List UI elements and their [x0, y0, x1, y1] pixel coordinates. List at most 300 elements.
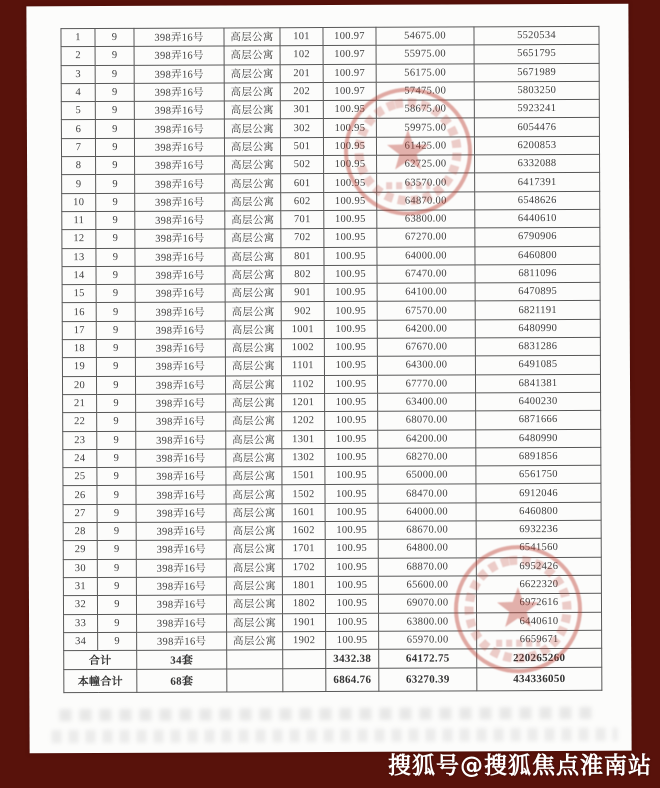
table-cell: 64200.00	[378, 429, 476, 448]
table-row	[62, 228, 600, 249]
table-row	[63, 484, 601, 505]
table-cell: 100.95	[325, 540, 378, 559]
table-row	[62, 264, 600, 285]
table-cell: 100.95	[324, 174, 377, 193]
table-cell: 100.95	[324, 357, 377, 376]
summary-units-cell: 34套	[137, 650, 227, 669]
table-cell: 6622320	[476, 575, 601, 594]
table-cell: 6871666	[476, 411, 601, 430]
table-cell: 100.95	[325, 521, 378, 540]
table-cell: 398弄16号	[135, 284, 225, 303]
table-row	[61, 81, 599, 102]
table-cell: 21	[63, 394, 97, 412]
table-cell: 100.95	[325, 594, 378, 613]
table-cell: 398弄16号	[135, 248, 225, 267]
table-cell: 67570.00	[377, 301, 475, 320]
table-cell: 高层公寓	[225, 320, 281, 339]
table-cell: 30	[63, 559, 97, 577]
table-cell: 398弄16号	[137, 632, 227, 651]
table-cell: 6440610	[477, 612, 602, 631]
table-cell: 6548626	[475, 191, 600, 210]
table-cell: 高层公寓	[227, 613, 283, 632]
table-cell: 9	[97, 504, 136, 522]
table-row	[63, 520, 601, 541]
table-row	[63, 392, 601, 413]
table-cell: 高层公寓	[225, 229, 281, 248]
table-cell: 63400.00	[378, 393, 476, 412]
table-cell: 57475.00	[376, 82, 474, 101]
table-cell: 19	[62, 358, 96, 376]
table-cell: 9	[96, 339, 135, 357]
table-cell: 9	[97, 596, 136, 614]
summary-label-cell: 本幢合计	[64, 669, 137, 692]
table-cell: 1001	[281, 320, 324, 338]
document-page	[26, 4, 631, 754]
table-row	[63, 575, 601, 596]
table-cell: 202	[280, 82, 323, 100]
table-row	[62, 319, 600, 340]
summary-units-cell: 68套	[137, 669, 227, 692]
table-cell: 9	[95, 47, 134, 65]
table-cell: 54675.00	[376, 27, 474, 46]
table-cell: 9	[95, 28, 134, 46]
table-cell: 398弄16号	[135, 357, 225, 376]
table-cell: 6054476	[474, 118, 599, 137]
table-cell: 高层公寓	[224, 83, 280, 102]
table-cell: 65600.00	[378, 576, 476, 595]
table-cell: 701	[281, 210, 324, 228]
table-cell: 29	[63, 541, 97, 559]
table-cell: 15	[62, 285, 96, 303]
table-row	[63, 594, 601, 615]
table-cell: 6561750	[476, 465, 601, 484]
table-row	[61, 100, 599, 121]
table-cell: 398弄16号	[136, 595, 226, 614]
table-cell: 6841381	[475, 374, 600, 393]
table-cell: 高层公寓	[226, 449, 282, 468]
table-cell: 26	[63, 486, 97, 504]
table-cell: 高层公寓	[226, 558, 282, 577]
table-row	[62, 191, 600, 212]
summary-row	[64, 667, 602, 692]
table-cell: 20	[62, 376, 96, 394]
summary-empty-cell	[283, 669, 326, 692]
table-cell: 100.97	[323, 82, 376, 101]
table-cell: 高层公寓	[225, 302, 281, 321]
summary-total-cell: 434336050	[477, 667, 602, 691]
table-row	[61, 26, 599, 47]
table-cell: 10	[62, 193, 96, 211]
table-cell: 398弄16号	[137, 613, 227, 632]
table-cell: 398弄16号	[136, 522, 226, 541]
table-cell: 59975.00	[376, 118, 474, 137]
table-cell: 68670.00	[378, 521, 476, 540]
table-cell: 301	[280, 101, 323, 119]
table-cell: 398弄16号	[135, 376, 225, 395]
table-cell: 801	[281, 247, 324, 265]
table-cell: 6	[61, 120, 95, 138]
table-cell: 9	[97, 394, 136, 412]
table-cell: 100.95	[324, 338, 377, 357]
summary-row	[64, 648, 602, 669]
summary-label-cell: 合计	[64, 650, 137, 669]
table-cell: 高层公寓	[225, 247, 281, 266]
table-row	[63, 447, 601, 468]
table-cell: 高层公寓	[226, 503, 282, 522]
table-cell: 1301	[282, 430, 325, 448]
table-cell: 1901	[283, 613, 326, 631]
table-cell: 6912046	[476, 484, 601, 503]
table-cell: 6891856	[476, 447, 601, 466]
table-cell: 6480990	[475, 319, 600, 338]
table-cell: 6811096	[475, 264, 600, 283]
table-cell: 6972616	[476, 594, 601, 613]
table-cell: 9	[96, 193, 135, 211]
table-cell: 高层公寓	[225, 339, 281, 358]
table-cell: 6480990	[476, 429, 601, 448]
summary-empty-cell	[227, 650, 283, 669]
table-cell: 201	[280, 64, 323, 82]
table-cell: 398弄16号	[136, 412, 226, 431]
table-cell: 9	[96, 285, 135, 303]
table-cell: 9	[97, 522, 136, 540]
table-cell: 6821191	[475, 301, 600, 320]
table-cell: 398弄16号	[136, 467, 226, 486]
table-cell: 100.97	[323, 46, 376, 65]
table-cell: 398弄16号	[135, 339, 225, 358]
table-cell: 9	[96, 230, 135, 248]
table-cell: 24	[63, 449, 97, 467]
table-cell: 398弄16号	[135, 229, 225, 248]
table-cell: 100.95	[324, 283, 377, 302]
table-cell: 61425.00	[376, 137, 474, 156]
table-cell: 100.95	[323, 137, 376, 156]
table-cell: 1202	[282, 412, 325, 430]
table-cell: 1502	[282, 485, 325, 503]
table-cell: 100.97	[323, 64, 376, 83]
table-cell: 9	[97, 467, 136, 485]
table-cell: 100.95	[324, 247, 377, 266]
table-cell: 398弄16号	[134, 46, 224, 65]
table-cell: 9	[96, 358, 135, 376]
table-row	[61, 45, 599, 66]
table-cell: 1801	[282, 576, 325, 594]
table-cell: 6200853	[474, 136, 599, 155]
table-cell: 100.95	[325, 448, 378, 467]
table-cell: 65000.00	[378, 466, 476, 485]
table-cell: 1102	[281, 375, 324, 393]
table-cell: 25	[63, 468, 97, 486]
table-cell: 502	[281, 156, 324, 174]
table-cell: 802	[281, 265, 324, 283]
table-cell: 68270.00	[378, 448, 476, 467]
table-row	[63, 557, 601, 578]
table-cell: 102	[280, 46, 323, 64]
table-cell: 13	[62, 248, 96, 266]
table-cell: 6831286	[475, 337, 600, 356]
table-cell: 63800.00	[379, 612, 477, 631]
table-cell: 9	[97, 559, 136, 577]
table-cell: 9	[95, 138, 134, 156]
summary-empty-cell	[283, 650, 326, 669]
table-cell: 1	[61, 29, 95, 47]
table-cell: 5671989	[474, 63, 599, 82]
table-cell: 9	[97, 541, 136, 559]
table-cell: 398弄16号	[134, 119, 224, 138]
table-cell: 702	[281, 229, 324, 247]
table-cell: 9	[97, 449, 136, 467]
table-cell: 5520534	[474, 26, 599, 45]
table-cell: 高层公寓	[224, 46, 280, 65]
table-cell: 16	[62, 303, 96, 321]
table-cell: 27	[63, 504, 97, 522]
table-row	[62, 246, 600, 267]
table-cell: 3	[61, 65, 95, 83]
table-cell: 67270.00	[377, 228, 475, 247]
table-cell: 9	[97, 577, 136, 595]
table-cell: 6440610	[475, 209, 600, 228]
table-cell: 高层公寓	[226, 577, 282, 596]
table-cell: 100.95	[326, 631, 379, 650]
table-cell: 高层公寓	[224, 101, 280, 120]
table-row	[62, 337, 600, 358]
table-cell: 398弄16号	[134, 28, 224, 47]
table-cell: 302	[280, 119, 323, 137]
table-cell: 1501	[282, 467, 325, 485]
table-cell: 100.95	[325, 558, 378, 577]
table-cell: 9	[95, 120, 134, 138]
table-cell: 398弄16号	[136, 577, 226, 596]
summary-empty-cell	[227, 669, 283, 692]
table-row	[61, 63, 599, 84]
table-cell: 高层公寓	[227, 632, 283, 651]
table-cell: 高层公寓	[225, 284, 281, 303]
table-cell: 601	[281, 174, 324, 192]
table-cell: 63570.00	[377, 173, 475, 192]
table-cell: 9	[97, 486, 136, 504]
table-cell: 398弄16号	[134, 83, 224, 102]
table-cell: 1601	[282, 503, 325, 521]
table-row	[64, 612, 602, 633]
table-cell: 1302	[282, 448, 325, 466]
table-cell: 5923241	[474, 100, 599, 119]
table-cell: 398弄16号	[136, 559, 226, 578]
table-cell: 100.95	[324, 375, 377, 394]
table-cell: 6460800	[475, 246, 600, 265]
table-cell: 56175.00	[376, 63, 474, 82]
table-cell: 9	[96, 156, 135, 174]
table-row	[62, 301, 600, 322]
table-cell: 6932236	[476, 520, 601, 539]
table-cell: 65970.00	[379, 631, 477, 650]
table-cell: 100.95	[325, 393, 378, 412]
table-cell: 100.95	[324, 302, 377, 321]
table-cell: 1902	[283, 631, 326, 649]
table-cell: 398弄16号	[136, 430, 226, 449]
table-row	[63, 429, 601, 450]
table-cell: 9	[96, 376, 135, 394]
table-row	[64, 630, 602, 651]
table-cell: 9	[95, 65, 134, 83]
table-cell: 398弄16号	[136, 449, 226, 468]
table-cell: 高层公寓	[224, 28, 280, 47]
table-cell: 6470895	[475, 282, 600, 301]
table-cell: 100.95	[324, 265, 377, 284]
table-cell: 6541560	[476, 539, 601, 558]
table-cell: 9	[97, 413, 136, 431]
table-cell: 6400230	[476, 392, 601, 411]
table-cell: 602	[281, 192, 324, 210]
table-cell: 100.97	[323, 27, 376, 46]
table-cell: 高层公寓	[225, 266, 281, 285]
table-cell: 31	[63, 577, 97, 595]
table-cell: 398弄16号	[135, 321, 225, 340]
summary-area-cell: 3432.38	[326, 649, 379, 668]
table-cell: 68870.00	[378, 557, 476, 576]
table-cell: 高层公寓	[224, 119, 280, 138]
faint-ghost-text-line	[59, 707, 599, 721]
table-cell: 18	[62, 340, 96, 358]
table-cell: 64870.00	[377, 192, 475, 211]
table-cell: 67770.00	[377, 375, 475, 394]
table-cell: 6790906	[475, 228, 600, 247]
table-cell: 34	[64, 632, 98, 650]
table-cell: 高层公寓	[226, 394, 282, 413]
table-cell: 398弄16号	[135, 193, 225, 212]
summary-unit-price-cell: 63270.39	[379, 668, 477, 691]
table-cell: 9	[95, 83, 134, 101]
table-cell: 398弄16号	[135, 266, 225, 285]
table-cell: 9	[98, 614, 137, 632]
table-cell: 398弄16号	[134, 138, 224, 157]
table-cell: 62725.00	[377, 155, 475, 174]
table-cell: 高层公寓	[225, 357, 281, 376]
table-cell: 100.95	[325, 485, 378, 504]
table-cell: 5	[61, 102, 95, 120]
table-cell: 6659671	[477, 630, 602, 649]
table-cell: 100.95	[324, 210, 377, 229]
table-cell: 8	[62, 157, 96, 175]
table-cell: 23	[63, 431, 97, 449]
table-cell: 67670.00	[377, 338, 475, 357]
table-cell: 398弄16号	[135, 156, 225, 175]
table-cell: 4	[61, 83, 95, 101]
table-cell: 17	[62, 321, 96, 339]
table-cell: 高层公寓	[224, 64, 280, 83]
table-row	[62, 374, 600, 395]
table-cell: 398弄16号	[136, 504, 226, 523]
table-cell: 398弄16号	[136, 540, 226, 559]
table-row	[62, 209, 600, 230]
table-cell: 14	[62, 266, 96, 284]
table-cell: 100.95	[325, 503, 378, 522]
table-cell: 高层公寓	[226, 595, 282, 614]
table-cell: 100.95	[324, 192, 377, 211]
table-cell: 100.95	[325, 430, 378, 449]
table-cell: 1802	[282, 595, 325, 613]
table-cell: 9	[96, 175, 135, 193]
table-cell: 64200.00	[377, 320, 475, 339]
table-cell: 6952426	[476, 557, 601, 576]
table-cell: 1701	[282, 540, 325, 558]
table-cell: 9	[62, 175, 96, 193]
table-cell: 6491085	[475, 356, 600, 375]
table-cell: 高层公寓	[226, 430, 282, 449]
table-cell: 64800.00	[378, 539, 476, 558]
table-cell: 100.95	[324, 155, 377, 174]
table-cell: 64100.00	[377, 283, 475, 302]
table-cell: 高层公寓	[226, 540, 282, 559]
table-cell: 1201	[282, 393, 325, 411]
table-cell: 2	[61, 47, 95, 65]
table-cell: 398弄16号	[136, 394, 226, 413]
table-cell: 6417391	[475, 173, 600, 192]
table-cell: 100.95	[323, 100, 376, 119]
table-cell: 1101	[281, 357, 324, 375]
table-cell: 100.95	[325, 576, 378, 595]
table-cell: 64000.00	[378, 503, 476, 522]
table-cell: 9	[96, 266, 135, 284]
table-cell: 高层公寓	[225, 174, 281, 193]
table-row	[62, 282, 600, 303]
table-row	[62, 173, 600, 194]
table-cell: 高层公寓	[226, 522, 282, 541]
table-cell: 68470.00	[378, 484, 476, 503]
table-row	[63, 465, 601, 486]
table-cell: 67470.00	[377, 265, 475, 284]
table-cell: 6332088	[475, 154, 600, 173]
table-cell: 9	[95, 102, 134, 120]
table-cell: 100.95	[323, 119, 376, 138]
table-cell: 9	[97, 431, 136, 449]
table-cell: 398弄16号	[134, 101, 224, 120]
table-cell: 9	[96, 321, 135, 339]
table-cell: 12	[62, 230, 96, 248]
table-cell: 9	[96, 303, 135, 321]
table-cell: 高层公寓	[225, 375, 281, 394]
table-cell: 68070.00	[378, 411, 476, 430]
table-cell: 398弄16号	[135, 174, 225, 193]
table-cell: 7	[61, 138, 95, 156]
table-cell: 1602	[282, 522, 325, 540]
table-cell: 100.95	[325, 466, 378, 485]
table-row	[61, 118, 599, 139]
table-cell: 100.95	[324, 320, 377, 339]
summary-total-cell: 220265260	[477, 648, 602, 668]
sohu-watermark-text: 搜狐号@搜狐焦点淮南站	[388, 753, 652, 779]
table-cell: 501	[280, 137, 323, 155]
table-cell: 901	[281, 284, 324, 302]
table-row	[61, 136, 599, 157]
table-cell: 64300.00	[377, 356, 475, 375]
table-cell: 398弄16号	[135, 302, 225, 321]
table-cell: 33	[64, 614, 98, 632]
faint-ghost-text-line	[52, 728, 618, 743]
table-cell: 9	[96, 248, 135, 266]
table-cell: 398弄16号	[134, 65, 224, 84]
table-cell: 9	[96, 211, 135, 229]
table-cell: 6460800	[476, 502, 601, 521]
table-cell: 58675.00	[376, 100, 474, 119]
table-cell: 28	[63, 523, 97, 541]
table-cell: 69070.00	[378, 594, 476, 613]
table-cell: 100.95	[325, 412, 378, 431]
table-cell: 高层公寓	[224, 137, 280, 156]
table-row	[62, 356, 600, 377]
table-cell: 902	[281, 302, 324, 320]
table-cell: 高层公寓	[225, 211, 281, 230]
table-cell: 5651795	[474, 45, 599, 64]
